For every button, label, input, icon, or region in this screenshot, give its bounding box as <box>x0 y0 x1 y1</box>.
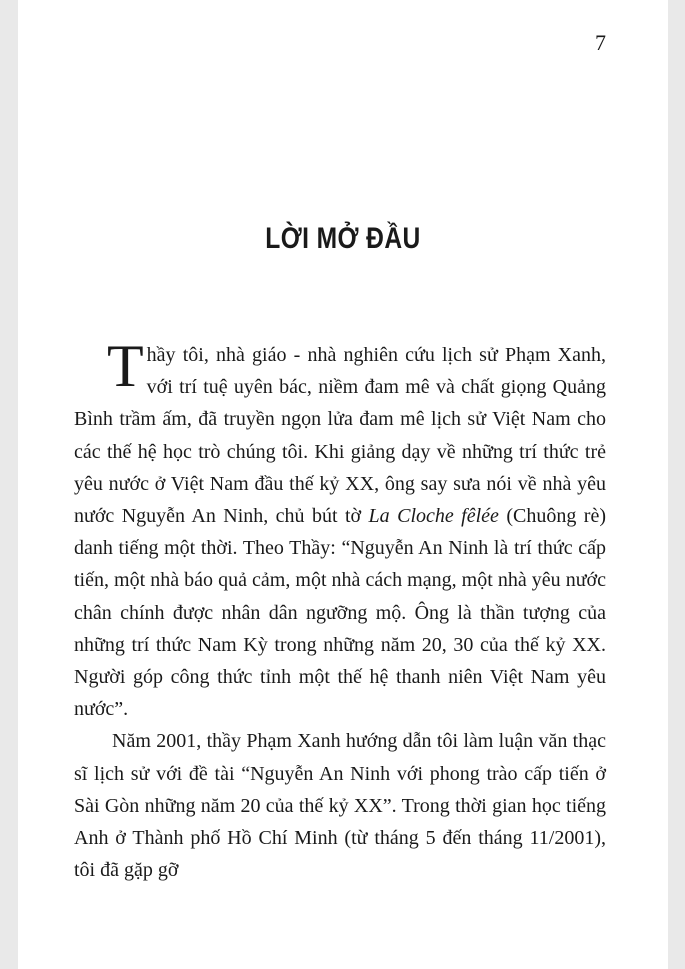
paragraph-1-text-b: (Chuông rè) danh tiếng một thời. Theo Thầy: “Nguyễn An Ninh là trí thức cấp tiến, một nhà báo quả cảm, một nhà cách mạng, một nhà yêu nước chân chính được nhân dân ngưỡng mộ. Ông là thần tượng của những trí thức Nam Kỳ trong những năm 20, 30 của thế kỷ XX. Người góp công thức tỉnh một thế hệ thanh niên Việt Nam yêu nước”. <box>74 505 606 721</box>
newspaper-title: La Cloche fêlée <box>368 505 499 528</box>
drop-cap: T <box>107 333 144 399</box>
chapter-title: LỜI MỞ ĐẦU <box>265 222 421 255</box>
paragraph-2: Năm 2001, thầy Phạm Xanh hướng dẫn tôi làm luận văn thạc sĩ lịch sử với đề tài “Nguyễn An Ninh với phong trào cấp tiến ở Sài Gòn những năm 20 của thế kỷ XX”. Trong thời gian học tiếng Anh ở Thành phố Hồ Chí Minh (từ tháng 5 đến tháng 11/2001), tôi đã gặp gỡ <box>74 730 606 882</box>
page-number: 7 <box>595 30 606 55</box>
body-text <box>74 333 606 886</box>
paragraph-1 <box>74 333 606 725</box>
book-page <box>18 0 668 969</box>
paragraph-1-text-a: hầy tôi, nhà giáo - nhà nghiên cứu lịch sử Phạm Xanh, với trí tuệ uyên bác, niềm đam mê và chất giọng Quảng Bình trầm ấm, đã truyền ngọn lửa đam mê lịch sử Việt Nam cho các thế hệ học trò chúng tôi. Khi giảng dạy về những trí thức trẻ yêu nước ở Việt Nam đầu thế kỷ XX, ông say sưa nói về nhà yêu nước Nguyễn An Ninh, chủ bút tờ <box>74 344 606 528</box>
